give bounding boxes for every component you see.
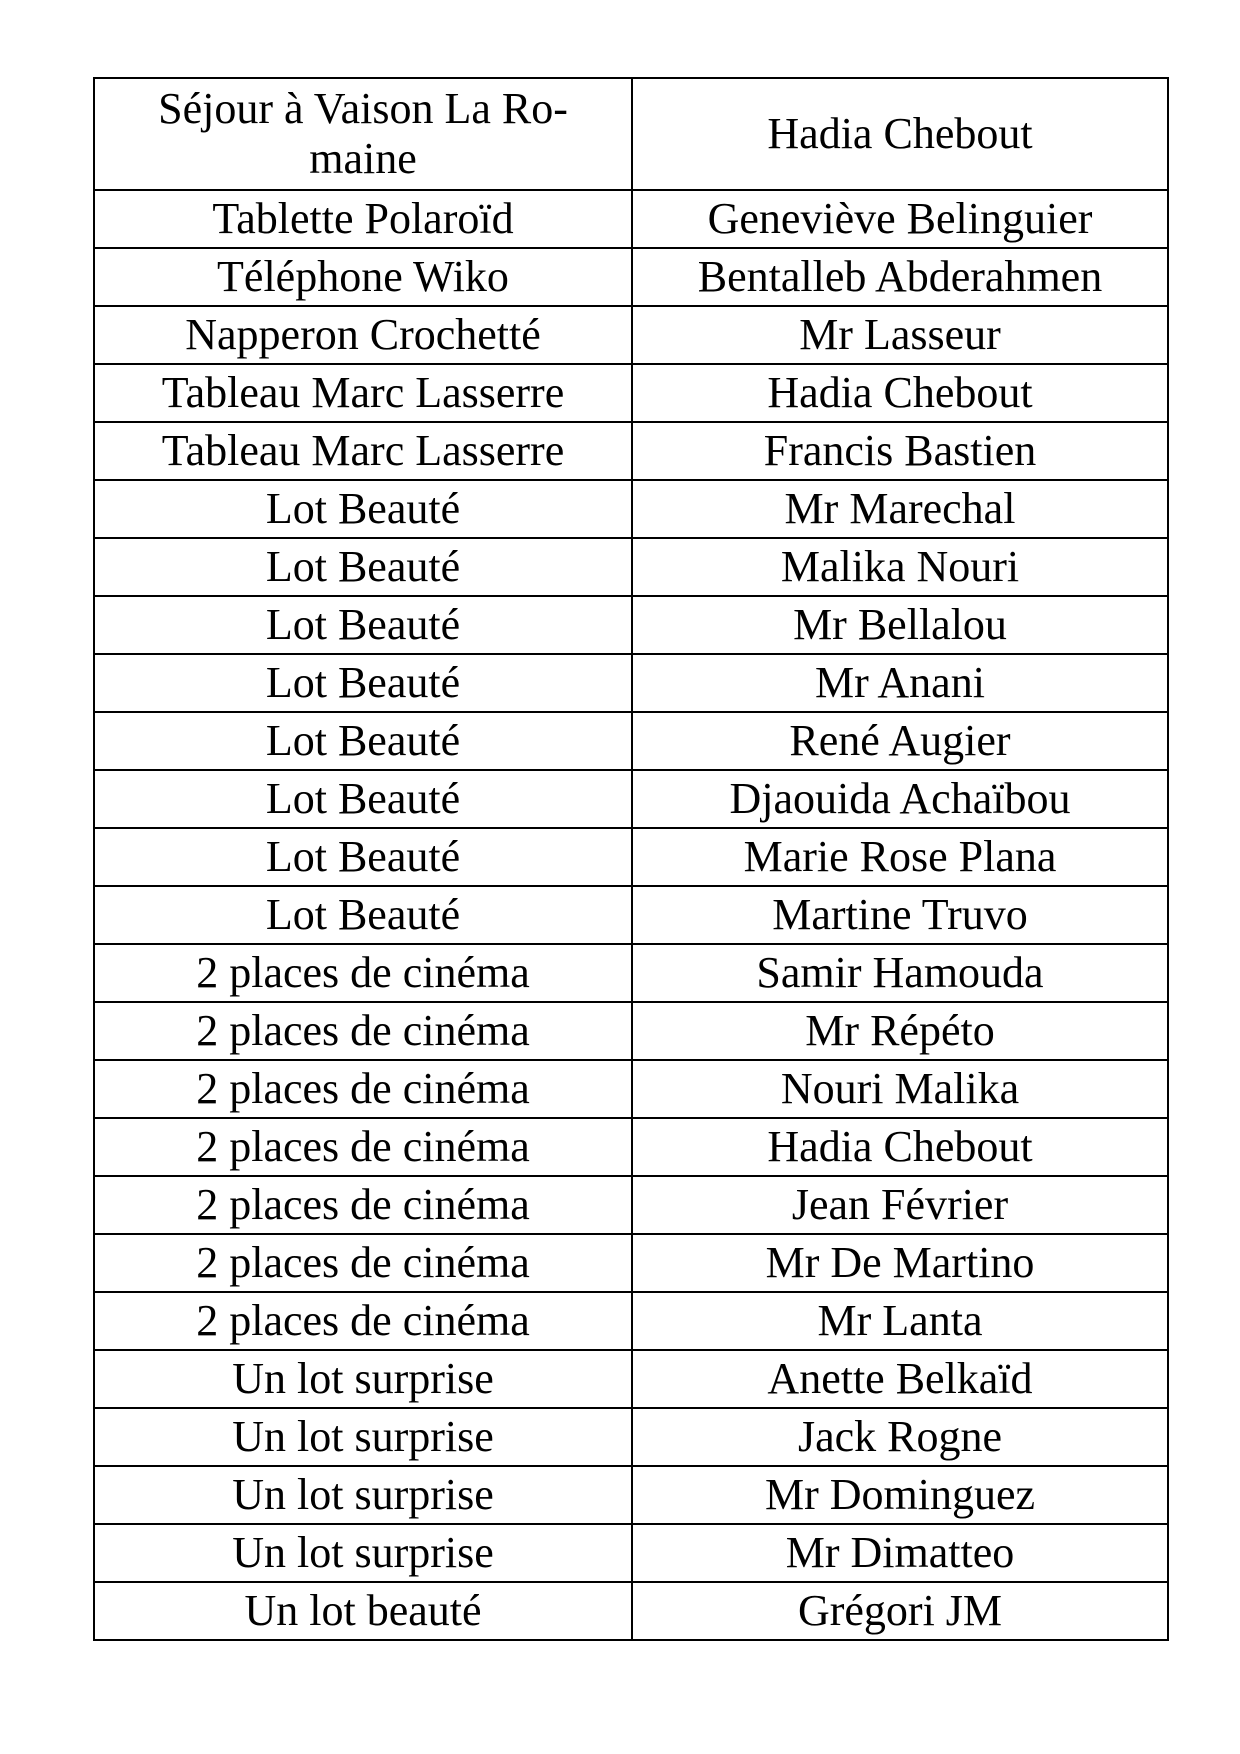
table-body	[94, 78, 1168, 1640]
table-row	[94, 712, 1168, 770]
table-row	[94, 1292, 1168, 1350]
table-row	[94, 770, 1168, 828]
winner-cell: Mr Dimatteo	[632, 1524, 1168, 1582]
winner-cell: Jack Rogne	[632, 1408, 1168, 1466]
prize-cell: Lot Beauté	[94, 538, 632, 596]
winner-cell: Nouri Malika	[632, 1060, 1168, 1118]
prize-cell: Un lot surprise	[94, 1408, 632, 1466]
prize-winners-table	[93, 77, 1169, 1641]
prize-cell: Tableau Marc Lasserre	[94, 364, 632, 422]
table-row	[94, 944, 1168, 1002]
table-row	[94, 1408, 1168, 1466]
winner-cell: Francis Bastien	[632, 422, 1168, 480]
prize-cell: Lot Beauté	[94, 828, 632, 886]
winner-cell: Marie Rose Plana	[632, 828, 1168, 886]
winner-cell: Samir Hamouda	[632, 944, 1168, 1002]
table-row	[94, 1118, 1168, 1176]
winner-cell: Martine Truvo	[632, 886, 1168, 944]
winner-cell: Mr Répéto	[632, 1002, 1168, 1060]
table-row	[94, 480, 1168, 538]
table-row	[94, 1060, 1168, 1118]
table-row	[94, 886, 1168, 944]
prize-cell: Lot Beauté	[94, 770, 632, 828]
table-row	[94, 596, 1168, 654]
table-row	[94, 364, 1168, 422]
winner-cell: Bentalleb Abderahmen	[632, 248, 1168, 306]
prize-cell: Un lot surprise	[94, 1466, 632, 1524]
winner-cell: Malika Nouri	[632, 538, 1168, 596]
winner-cell: Mr Marechal	[632, 480, 1168, 538]
prize-cell: Lot Beauté	[94, 596, 632, 654]
prize-cell: Téléphone Wiko	[94, 248, 632, 306]
table-row	[94, 828, 1168, 886]
prize-cell: Séjour à Vaison La Ro- maine	[94, 78, 632, 190]
winner-cell: Mr De Martino	[632, 1234, 1168, 1292]
prize-cell: 2 places de cinéma	[94, 1292, 632, 1350]
table-row	[94, 538, 1168, 596]
prize-cell: 2 places de cinéma	[94, 1060, 632, 1118]
prize-cell: Napperon Crochetté	[94, 306, 632, 364]
prize-cell: Tablette Polaroïd	[94, 190, 632, 248]
winner-cell: Mr Dominguez	[632, 1466, 1168, 1524]
prize-cell: Un lot beauté	[94, 1582, 632, 1640]
prize-cell: Lot Beauté	[94, 712, 632, 770]
winner-cell: Mr Lasseur	[632, 306, 1168, 364]
table-row	[94, 1002, 1168, 1060]
winner-cell: Mr Lanta	[632, 1292, 1168, 1350]
table-row	[94, 422, 1168, 480]
winner-cell: Mr Anani	[632, 654, 1168, 712]
winner-cell: Grégori JM	[632, 1582, 1168, 1640]
prize-cell: Lot Beauté	[94, 654, 632, 712]
table-row	[94, 1176, 1168, 1234]
table-row	[94, 1582, 1168, 1640]
winner-cell: Djaouida Achaïbou	[632, 770, 1168, 828]
table-row	[94, 1466, 1168, 1524]
table-row	[94, 1234, 1168, 1292]
winner-cell: Hadia Chebout	[632, 364, 1168, 422]
prize-cell: 2 places de cinéma	[94, 1234, 632, 1292]
table-row	[94, 248, 1168, 306]
winner-cell: Jean Février	[632, 1176, 1168, 1234]
prize-cell: 2 places de cinéma	[94, 944, 632, 1002]
table-row	[94, 654, 1168, 712]
table-row	[94, 306, 1168, 364]
table-row	[94, 190, 1168, 248]
winner-cell: Mr Bellalou	[632, 596, 1168, 654]
prize-cell: Lot Beauté	[94, 886, 632, 944]
winner-cell: Geneviève Belinguier	[632, 190, 1168, 248]
prize-cell: 2 places de cinéma	[94, 1118, 632, 1176]
prize-cell: Tableau Marc Lasserre	[94, 422, 632, 480]
prize-cell: 2 places de cinéma	[94, 1176, 632, 1234]
prize-cell: Un lot surprise	[94, 1524, 632, 1582]
winner-cell: Hadia Chebout	[632, 1118, 1168, 1176]
prize-cell: Un lot surprise	[94, 1350, 632, 1408]
table-row	[94, 1524, 1168, 1582]
prize-cell: 2 places de cinéma	[94, 1002, 632, 1060]
winner-cell: René Augier	[632, 712, 1168, 770]
table-row	[94, 78, 1168, 190]
winner-cell: Anette Belkaïd	[632, 1350, 1168, 1408]
winner-cell: Hadia Chebout	[632, 78, 1168, 190]
prize-cell: Lot Beauté	[94, 480, 632, 538]
table-row	[94, 1350, 1168, 1408]
